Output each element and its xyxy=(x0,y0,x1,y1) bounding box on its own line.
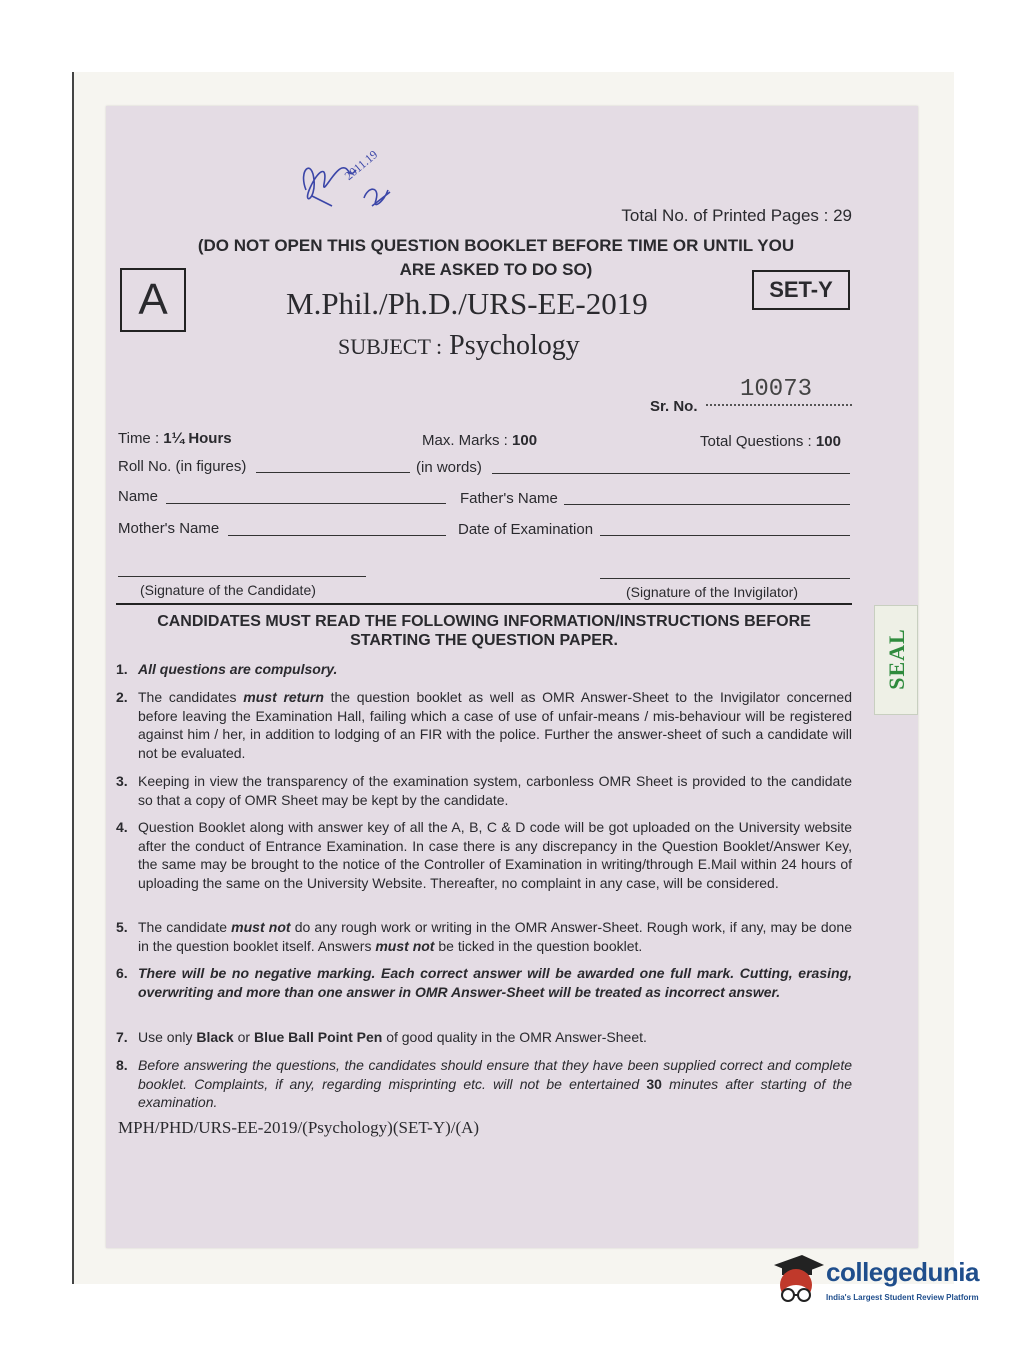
seal-strip xyxy=(874,605,918,715)
seal-label: SEAL xyxy=(884,628,909,690)
time-info xyxy=(118,430,232,447)
mothers-name-label: Mother's Name xyxy=(118,520,220,537)
handwritten-date: 2011.19 xyxy=(341,147,381,183)
name-field[interactable] xyxy=(166,503,446,504)
serial-dotted-line xyxy=(706,404,852,406)
instruction-text: Before answering the questions, the candidates should ensure that they have been supplied correct and complete booklet. Complaints, if any, regarding misprinting etc. will not be entertained xyxy=(138,1057,852,1092)
instruction-text: The candidate xyxy=(138,919,232,935)
total-questions-value: 100 xyxy=(815,433,841,450)
instruction-number: 3. xyxy=(116,773,128,789)
warning-line-1: (DO NOT OPEN THIS QUESTION BOOKLET BEFORE TIME OR UNTIL YOU xyxy=(197,236,795,255)
roll-figures-field[interactable] xyxy=(256,472,410,473)
instruction-number: 2. xyxy=(116,689,128,705)
invigilator-signature-field[interactable] xyxy=(600,578,850,579)
candidate-signature-label: (Signature of the Candidate) xyxy=(140,582,316,598)
subject-name: Psychology xyxy=(449,330,580,361)
max-marks-info xyxy=(422,432,537,449)
roll-words-label: (in words) xyxy=(416,459,482,476)
booklet-code-box: A xyxy=(120,268,186,332)
instruction-7 xyxy=(116,1028,852,1047)
instruction-text: or xyxy=(233,1029,254,1045)
instruction-number: 7. xyxy=(116,1029,128,1045)
max-marks-label: Max. Marks : xyxy=(422,432,508,449)
fathers-name-field[interactable] xyxy=(564,504,850,505)
set-box: SET-Y xyxy=(752,270,850,310)
mothers-name-field[interactable] xyxy=(228,535,446,536)
total-questions-info xyxy=(700,433,841,450)
instruction-number: 6. xyxy=(116,965,128,981)
collegedunia-logo xyxy=(768,1251,994,1315)
total-printed-pages: Total No. of Printed Pages : 29 xyxy=(621,206,852,225)
date-exam-field[interactable] xyxy=(600,535,850,536)
read-instructions-line-2: STARTING THE QUESTION PAPER. xyxy=(350,632,618,649)
instruction-text: do any rough work or writing in the OMR Answer-Sheet. Rough work, if any, may be done in the question booklet itself. Answers xyxy=(138,919,852,954)
logo-mascot-icon xyxy=(768,1251,824,1313)
divider xyxy=(116,603,852,605)
instruction-6 xyxy=(116,964,852,1001)
instruction-3 xyxy=(116,772,852,809)
name-label: Name xyxy=(118,488,159,505)
instruction-1 xyxy=(116,660,852,679)
exam-title: M.Phil./Ph.D./URS-EE-2019 xyxy=(286,286,648,321)
serial-number: 10073 xyxy=(740,376,813,403)
read-instructions-line-1: CANDIDATES MUST READ THE FOLLOWING INFORMATION/INSTRUCTIONS BEFORE xyxy=(157,613,811,630)
instruction-8 xyxy=(116,1056,852,1112)
fathers-name-label: Father's Name xyxy=(460,490,558,507)
subject-heading xyxy=(338,330,580,362)
instruction-text: minutes after starting of the examination. xyxy=(138,1075,852,1110)
warning-line-2: ARE ASKED TO DO SO) xyxy=(399,260,593,279)
date-exam-label: Date of Examination xyxy=(458,521,594,538)
instruction-number: 4. xyxy=(116,819,128,835)
roll-figures-label: Roll No. (in figures) xyxy=(118,458,247,475)
max-marks-value: 100 xyxy=(512,432,538,449)
instruction-text: Question Booklet along with answer key of all the A, B, C & D code will be got uploaded on the University website after the conduct of Entrance Examination. In case there is any discrepancy in the Question Booklet/Answer Key, the same may be brought to the notice of the Controller of Examination in writing/through E.Mail within 24 hours of uploading the same on the University Website. Thereafter, no complaint in any case, will be considered. xyxy=(138,819,852,891)
instruction-emphasis: must not xyxy=(231,919,291,935)
instruction-text: of good quality in the OMR Answer-Sheet. xyxy=(382,1029,647,1045)
instruction-4 xyxy=(116,818,852,892)
instruction-text: Keeping in view the transparency of the examination system, carbonless OMR Sheet is provided to the candidate so that a copy of OMR Sheet may be kept by the candidate. xyxy=(138,773,852,808)
serial-label: Sr. No. xyxy=(650,398,698,415)
instruction-text: The candidates xyxy=(138,689,244,705)
subject-label: SUBJECT : xyxy=(338,334,443,359)
total-questions-label: Total Questions : xyxy=(700,433,812,450)
instruction-text: There will be no negative marking. Each correct answer will be awarded one full mark. Cutting, erasing, overwriting and more than one answer in OMR Answer-Sheet will be treated as incorrect answer. xyxy=(138,965,852,1000)
instruction-2 xyxy=(116,688,852,762)
instruction-number: 8. xyxy=(116,1057,128,1073)
instruction-emphasis: Blue Ball Point Pen xyxy=(253,1029,383,1045)
question-booklet-cover xyxy=(106,106,918,1248)
candidate-signature-field[interactable] xyxy=(118,576,366,577)
footer-code: MPH/PHD/URS-EE-2019/(Psychology)(SET-Y)/(A) xyxy=(118,1118,480,1137)
instruction-5 xyxy=(116,918,852,955)
instruction-text: be ticked in the question booklet. xyxy=(434,937,643,954)
brand-name: collegedunia xyxy=(826,1257,979,1287)
instruction-emphasis: must not xyxy=(375,937,435,954)
instruction-text: Use only xyxy=(138,1029,197,1045)
time-label: Time : xyxy=(118,430,160,447)
instruction-number: 1. xyxy=(116,661,128,677)
instruction-emphasis: must return xyxy=(243,689,324,705)
instruction-text: the question booklet as well as OMR Answer-Sheet to the Invigilator concerned before leaving the Examination Hall, failing which a case of use of unfair-means / mis-behaviour will be registered against him / her, in addition to lodging of an FIR with the police. Further the answer-sheet of such a candidate will not be evaluated. xyxy=(138,689,852,761)
instruction-emphasis: Black xyxy=(196,1029,234,1045)
instruction-emphasis: 30 xyxy=(646,1075,662,1092)
invigilator-signature-label: (Signature of the Invigilator) xyxy=(626,584,798,600)
brand-tagline: India's Largest Student Review Platform xyxy=(826,1293,979,1302)
time-value: 1¼ Hours xyxy=(163,430,232,447)
roll-words-field[interactable] xyxy=(492,473,850,474)
instruction-text: All questions are compulsory. xyxy=(138,661,338,677)
instruction-number: 5. xyxy=(116,919,128,935)
